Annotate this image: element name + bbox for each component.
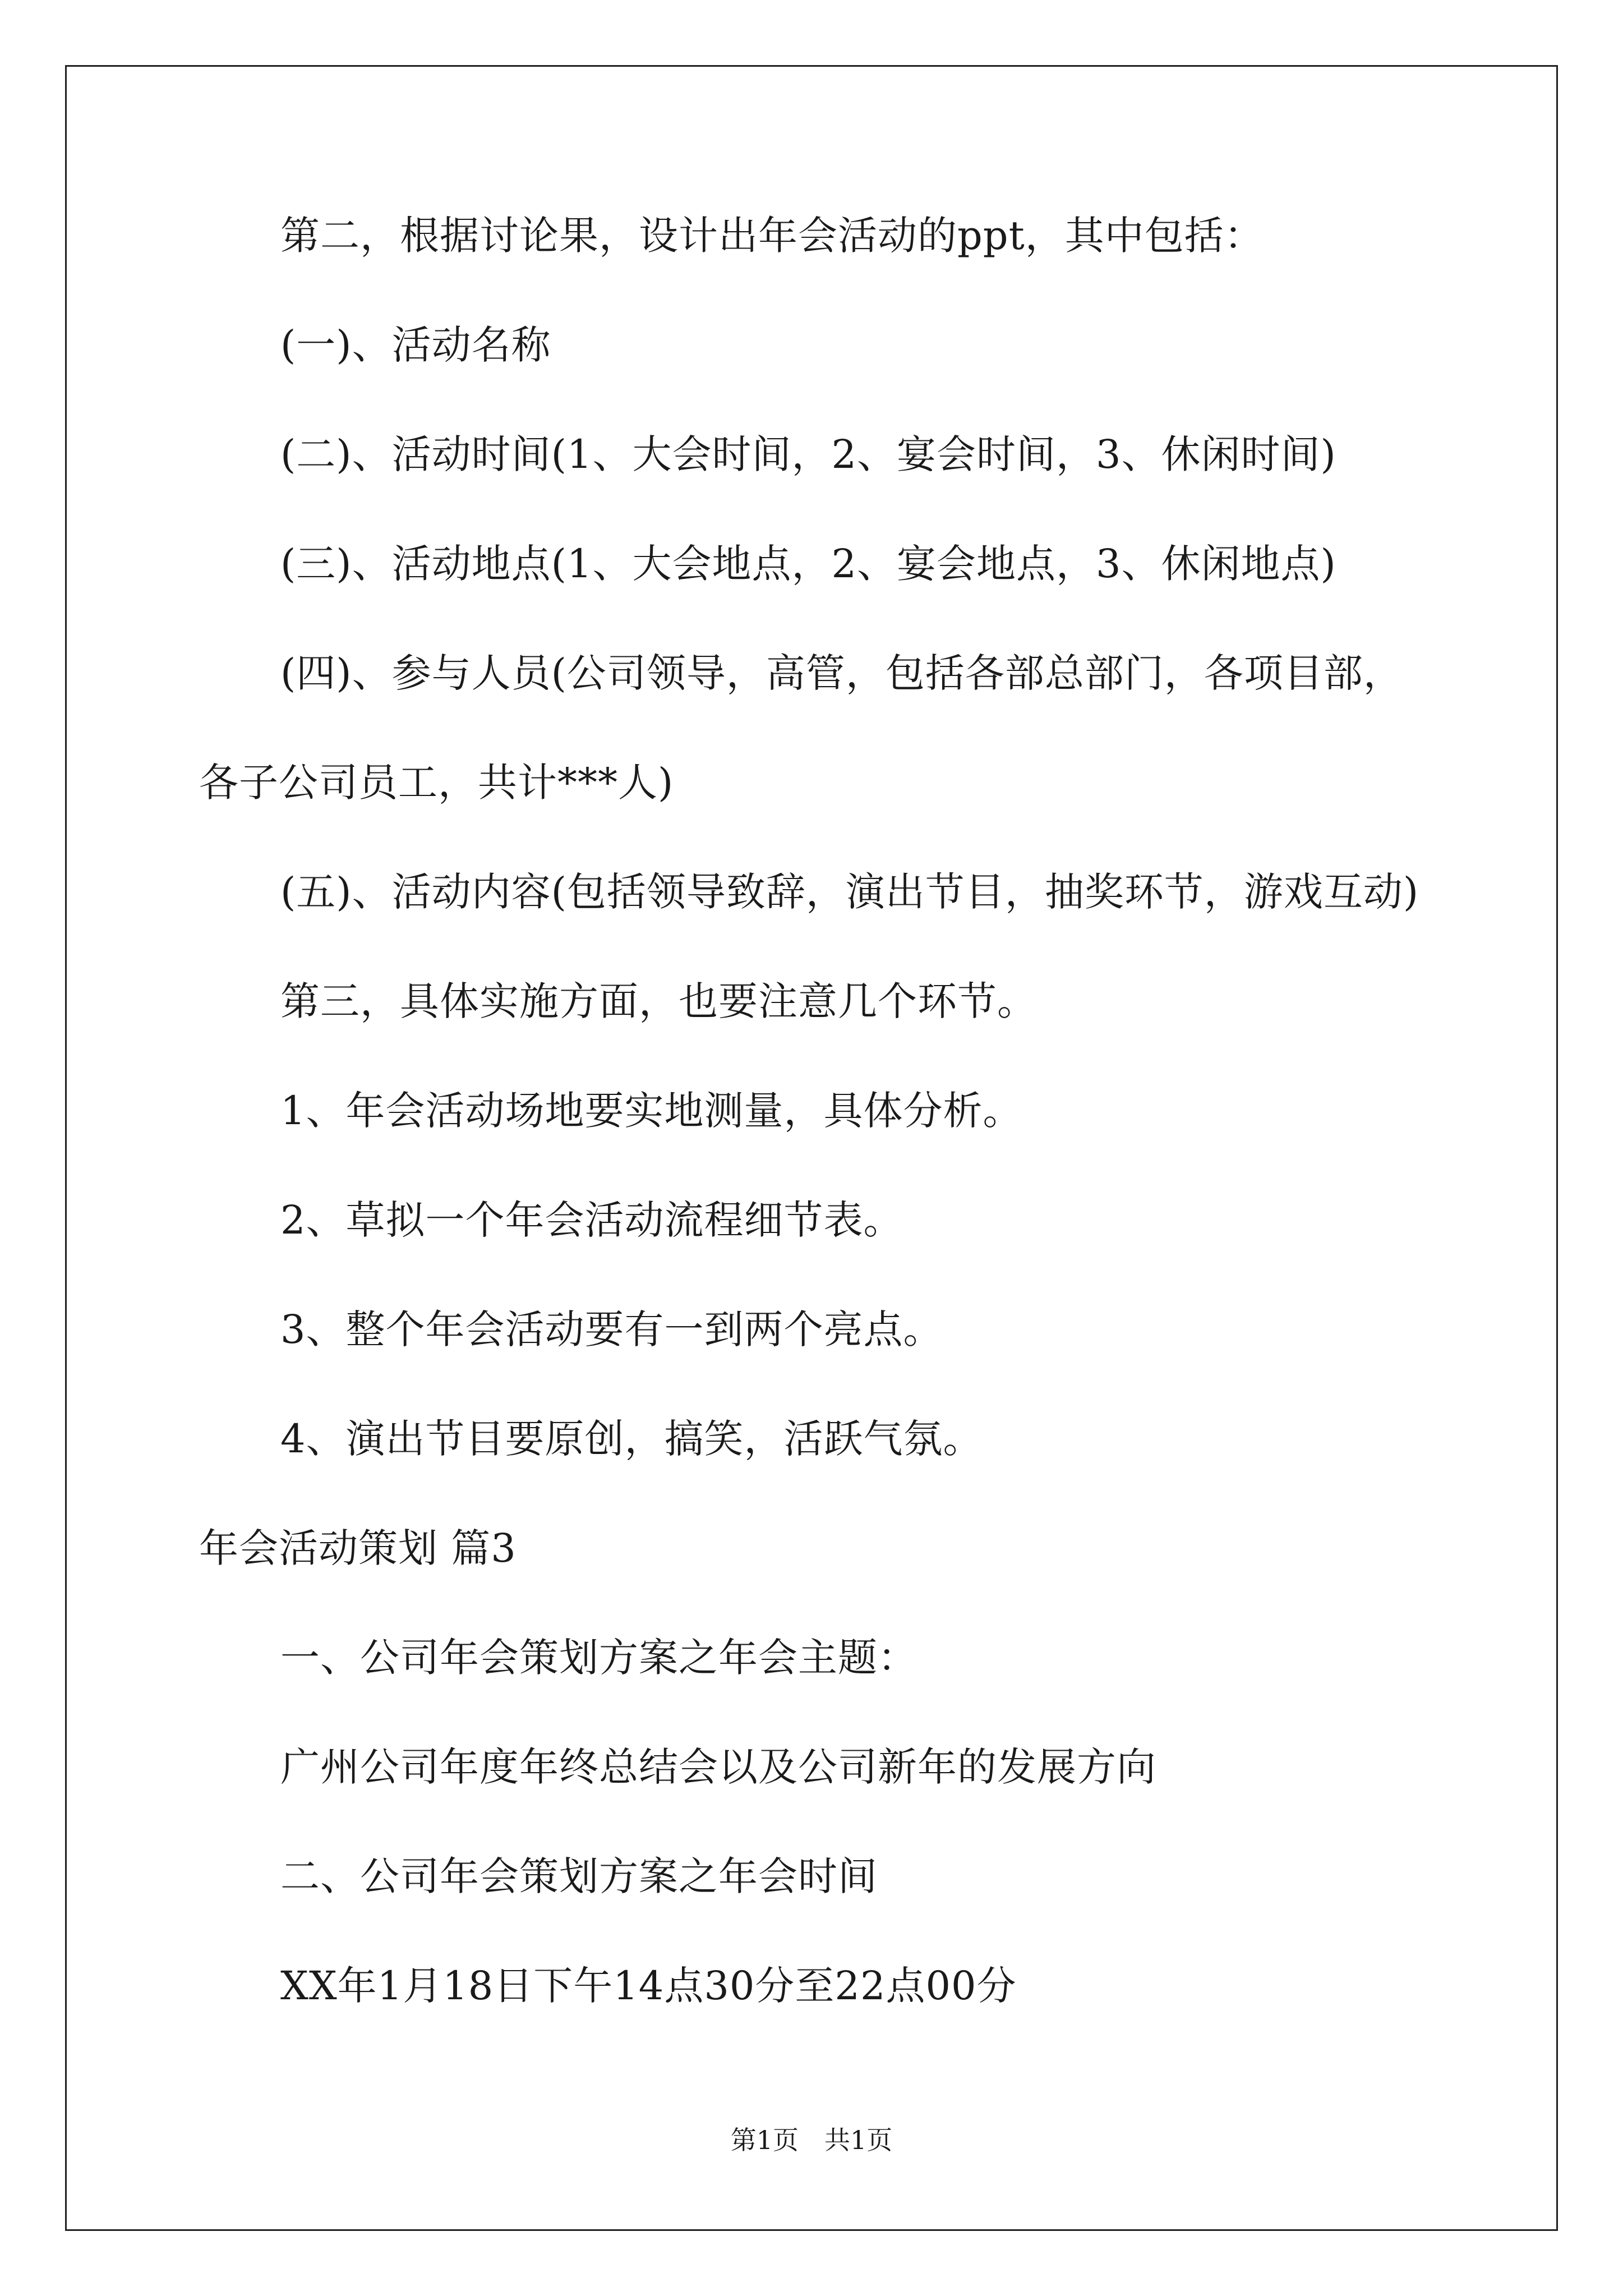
text-line: (五)、活动内容(包括领导致辞，演出节目，抽奖环节，游戏互动) (280, 869, 1419, 915)
text-line: (二)、活动时间(1、大会时间，2、宴会时间，3、休闲时间) (280, 431, 1336, 477)
text-line: 各子公司员工，共计***人) (199, 760, 674, 806)
text-line: 4、演出节目要原创，搞笑，活跃气氛。 (280, 1416, 983, 1462)
text-line: 第三，具体实施方面，也要注意几个环节。 (280, 978, 1037, 1024)
text-line: (一)、活动名称 (280, 322, 551, 368)
text-line: 一、公司年会策划方案之年会主题： (280, 1635, 917, 1681)
text-line: 1、年会活动场地要实地测量，具体分析。 (280, 1088, 1023, 1134)
text-line: 第二，根据讨论果，设计出年会活动的ppt，其中包括： (280, 213, 1264, 259)
text-line: 2、草拟一个年会活动流程细节表。 (280, 1197, 903, 1243)
text-line: 3、整个年会活动要有一到两个亮点。 (280, 1306, 943, 1352)
text-line: (四)、参与人员(公司领导，高管，包括各部总部门，各项目部， (280, 650, 1403, 696)
text-line: XX年1月18日下午14点30分至22点00分 (280, 1963, 1017, 2009)
page-footer: 第1页 共1页 (730, 2125, 893, 2155)
text-line: 广州公司年度年终总结会以及公司新年的发展方向 (280, 1744, 1156, 1790)
text-line: (三)、活动地点(1、大会地点，2、宴会地点，3、休闲地点) (280, 541, 1336, 587)
section-heading: 年会活动策划 篇3 (199, 1525, 517, 1571)
text-line: 二、公司年会策划方案之年会时间 (280, 1853, 878, 1899)
